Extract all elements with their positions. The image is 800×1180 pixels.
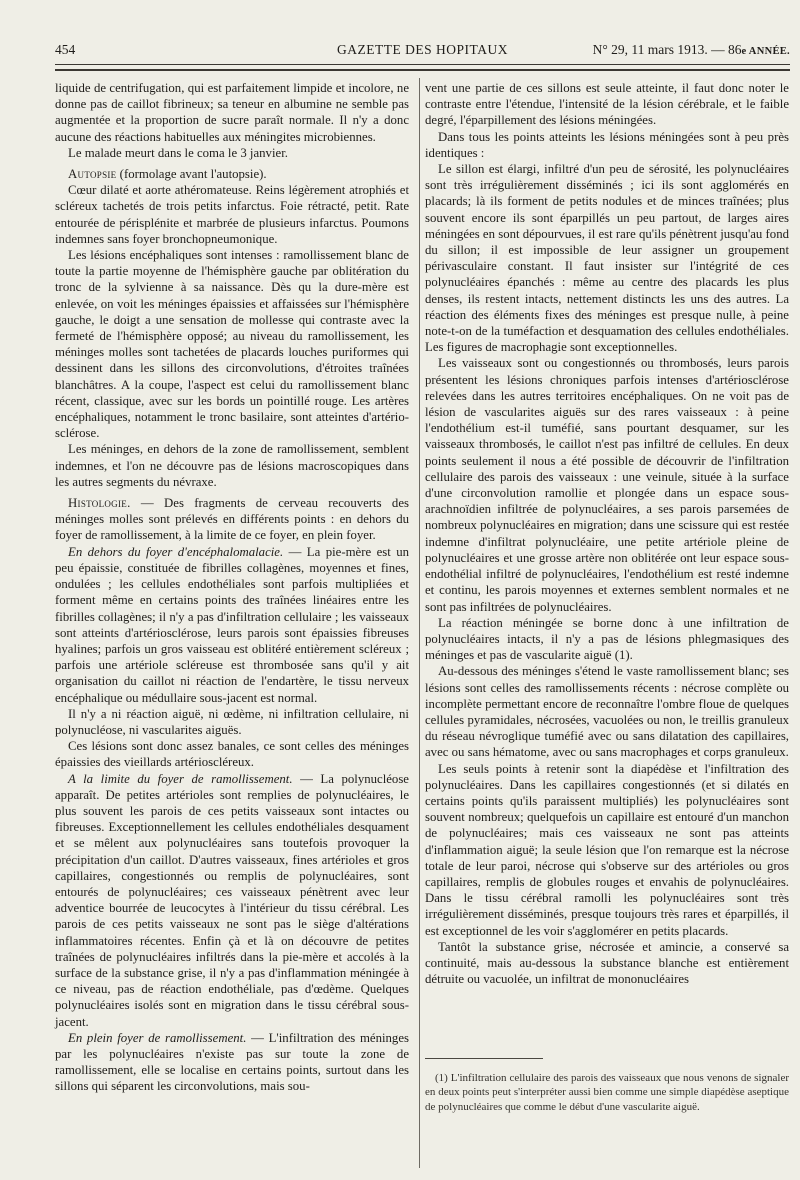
paragraph <box>55 771 409 1030</box>
issue-suffix: e ANNÉE. <box>741 46 790 57</box>
paragraph: Au-dessous des méninges s'étend le vaste ramollissement blanc; ses lésions sont celles des ramollissements récents : nécrose complète ou incomplète permettant encore de reconnaître l'ombre floue de quelques cellules pyramidales, nécrosées, vacuolées ou non, le treillis granuleux du réseau névroglique tuméfié avec ou sans dilatation des capillaires, avec ou sans hématome, avec ou sans macrophages et corps granuleux. <box>425 664 789 760</box>
paragraph: vent une partie de ces sillons est seule atteinte, il faut donc noter le contraste entre l'étendue, l'intensité de la lésion cérébrale, et le faible degré, l'éparpillement des lésions méningées. <box>425 81 789 128</box>
footnote-rule <box>425 1058 543 1059</box>
left-column <box>55 80 409 1095</box>
paragraph: Les lésions encéphaliques sont intenses : ramollissement blanc de toute la partie moyenne de l'hémisphère gauche par oblitération du tronc de la sylvienne à sa naissance. Dès qu la dure-mère est enlevée, on voit les méninges épaissies et affaissées sur l'hémisphère gauche, le doigt a une sensation de mollesse qui contraste avec la fermeté de l'hémisphère opposé; au niveau du ramollissement, les méninges molles sont tachetées de placards louches puriformes qui dessinent dans les sillons des circonvolutions, d'étroites traînées blanchâtres. A la coupe, l'aspect est celui du ramollissement blanc récent, classique, avec sur les bords un pointillé rouge. Les artères encéphaliques, notamment le tronc basilaire, sont atteintes d'artério-sclérose. <box>55 248 409 441</box>
footnotes <box>425 1058 789 1114</box>
paragraph-text: — La polynucléose apparaît. De petites artérioles sont remplies de polynucléaires, le plus souvent les parois de ces petits vaisseaux sont intactes ou fibreuses. Exceptionnellement les cellules endothéliales desquament et se mêlent aux polynucléaires sans toutefois provoquer la précipitation d'un caillot. D'autres vaisseaux, fines artérioles et gros capillaires, congestionnés ou remplis de polynucléaires, sont entourés de polynucléaires; ces vaisseaux pénètrent avec leur adventice bourrée de leucocytes à l'intérieur du tissu cérébral. Les parois de ces petits vaisseaux ne sont pas le siège d'altérations inflammatoires récentes. Enfin çà et là on découvre de petites traînées de polynucléaires infiltrés dans la pie-mère et accolés à la surface de la substance grise, il n'y a pas d'inflammation méningée à ce niveau, pas de réaction endothéliale, pas d'œdème. Quelques polynucléaires isolés sont en migration dans le tissu cérébral sous-jacent. <box>55 771 409 1029</box>
paragraph: Les seuls points à retenir sont la diapédèse et l'infiltration des polynucléaires. Dans les capillaires congestionnés (et si dilatés en certains points qu'ils paraissent multipliés) les polynucléaires sont souvent nombreux; quelquefois un capillaire est entouré d'un manchon de polynucléaires; mais ces vaisseaux ne sont pas atteints d'inflammation aiguë; la seule lésion que l'on remarque est la nécrose totale de leur paroi, nécrose qui s'observe sur des artérioles ou gros capillaires, remplis de globules rouges et envahis de polynucléaires. Dans le tissu cérébral ramolli les polynucléaires sont très irrégulièrement disséminés, presque toujours très rares et éparpillés, il est exceptionnel de les voir s'agglomérer en petits placards. <box>425 761 789 938</box>
paragraph-text: (formolage avant l'autopsie). <box>116 167 267 182</box>
issue-text: N° 29, 11 mars 1913. — 86 <box>592 42 742 57</box>
journal-title: GAZETTE DES HOPITAUX <box>337 42 508 57</box>
footnote: (1) L'infiltration cellulaire des parois des vaisseaux que nous venons de signaler en deux points peut s'interpréter aussi bien comme une simple diapédèse aseptique de polynucléaires que comme le début d'une vascularite aiguë. <box>425 1072 789 1113</box>
paragraph: Cœur dilaté et aorte athéromateuse. Reins légèrement atrophiés et scléreux tachetés de trois petits infarctus. Foie rétracté, petit. Rate entourée de périsplénite et marbrée de plusieurs infarctus. Poumons indemnes sans foyer bronchopneumonique. <box>55 183 409 246</box>
paragraph: liquide de centrifugation, qui est parfaitement limpide et incolore, ne donne pas de caillot fibrineux; sa teneur en albumine ne semble pas augmentée et la proportion de sucre paraît normale. Il n'y a donc aucune des réactions habituelles aux méningites microbiennes. <box>55 81 409 144</box>
paragraph-text: — Des fragments de cerveau recouverts des méninges molles sont prélevés en différents points : en dehors du foyer de ramollissement, à la limite de ce foyer, en plein foyer. <box>55 496 409 543</box>
paragraph: Ces lésions sont donc assez banales, ce sont celles des méninges épaissies des vieillards artérioscléreux. <box>55 739 409 770</box>
autopsy-paragraph <box>55 166 409 182</box>
paragraph: La réaction méningée se borne donc à une infiltration de polynucléaires intacts, il n'y a pas de lésions phlegmasiques des méninges et pas de vascularite aiguë (1). <box>425 615 789 663</box>
paragraph: Le sillon est élargi, infiltré d'un peu de sérosité, les polynucléaires sont très irrégulièrement disséminés ; ici ils sont agglomérés en placards; là ils forment de petits nodules et de minces traînées; plus souvent encore ils sont éparpillés un peu partout, de larges aires méningées en sont dépourvues, il est rare qu'ils pénètrent jusqu'au fond du sillon; il est impossible de leur assigner un groupement périvasculaire constant. Il faut insister sur l'intégrité de ces polynucléaires épanchés : même au centre des placards les plus denses, ils restent intacts, nettement distincts les uns des autres. La réaction des éléments fixes des méninges est presque nulle, à peine note-t-on de la tuméfaction et desquamation des cellules endothéliales. Les figures de macrophagie sont exceptionnelles. <box>425 162 789 355</box>
histology-paragraph <box>55 495 409 544</box>
paragraph <box>55 1030 409 1095</box>
header-rule-thick <box>55 69 790 71</box>
paragraph: Il n'y a ni réaction aiguë, ni œdème, ni infiltration cellulaire, ni polynucléose, ni vascularites aiguës. <box>55 706 409 737</box>
paragraph: Les vaisseaux sont ou congestionnés ou thrombosés, leurs parois présentent les lésions chroniques parfois intenses d'artériosclérose relevées dans les autres territoires encéphaliques. On ne voit pas de lésion de vascularites aiguës sur des rares vaisseaux : à peine l'endothélium est-il tuméfié, sans pourtant desquamer, sur les vaisseaux thrombosés, le caillot n'est pas infiltré de cellules. En deux points seulement il nous a été possible de découvrir de l'infiltration cellulaire des parois des vaisseaux : une veinule, située à la surface d'une circonvolution ramollie et plongée dans un espace sous-arachnoïdien infiltrée de polynucléaires, a ses parois parsemées de nombreux polynucléaires en migration; dans une scissure qui est restée indemne d'infiltrat polynucléaire, une petite artériole pleine de polynucléaires et une grosse artère non oblitérée ont leur espace sous-endothélial infiltré de polynucléaires, l'endothélium est resté indemne et continu, les parois moyennes et externes semblent normales et ne sont pas infiltrées de polynucléaires. <box>425 356 789 614</box>
right-column <box>425 80 789 987</box>
paragraph: Les méninges, en dehors de la zone de ramollissement, semblent indemnes, et l'on ne découvre pas de lésions macroscopiques dans les autres segments du névraxe. <box>55 442 409 489</box>
column-divider <box>419 78 420 1168</box>
paragraph: Dans tous les points atteints les lésions méningées sont à peu près identiques : <box>425 129 789 160</box>
subsection-heading: A la limite du foyer de ramollissement. <box>68 771 293 786</box>
paragraph <box>55 544 409 706</box>
issue-date <box>593 42 790 58</box>
page-number: 454 <box>55 42 76 57</box>
paragraph-text: — L'infiltration des méninges par les polynucléaires n'existe pas sur toute la zone de ramollissement, elle se localise en certains points, surtout dans les sillons qui séparent les circonvolutions, mais sou- <box>55 1030 409 1094</box>
paragraph-text: — La pie-mère est un peu épaissie, constituée de fibrilles collagènes, moyennes et fines, ondulées ; les cellules endothéliales sont parfois multipliées et forment même en certains points des traînées linéaires entre les fibrilles collagènes; il n'y a pas d'infiltration cellulaire ; les vaisseaux sont atteints d'artériosclérose, leurs parois sont épaissies fibreuses hyalines; parfois un gros vaisseau est oblitéré entièrement scléreux ; parfois une artériole scléreuse est thrombosée sans qu'il y ait organisation du caillot ni réaction de l'endartère, le tissu nerveux encéphalique ou médullaire sous-jacent est normal. <box>55 544 409 705</box>
paragraph: Le malade meurt dans le coma le 3 janvier. <box>68 145 288 160</box>
subsection-heading: En dehors du foyer d'encéphalomalacie. <box>68 544 284 559</box>
paragraph: Tantôt la substance grise, nécrosée et amincie, a conservé sa continuité, mais au-dessous la substance blanche est entièrement détruite ou vacuolée, un infiltrat de mononucléaires <box>425 939 789 987</box>
running-header <box>55 42 790 62</box>
section-heading-autopsy: Autopsie <box>68 167 117 182</box>
section-heading-histology: Histologie. <box>68 496 131 511</box>
subsection-heading: En plein foyer de ramollissement. <box>68 1030 247 1045</box>
header-rule-thin <box>55 64 790 65</box>
